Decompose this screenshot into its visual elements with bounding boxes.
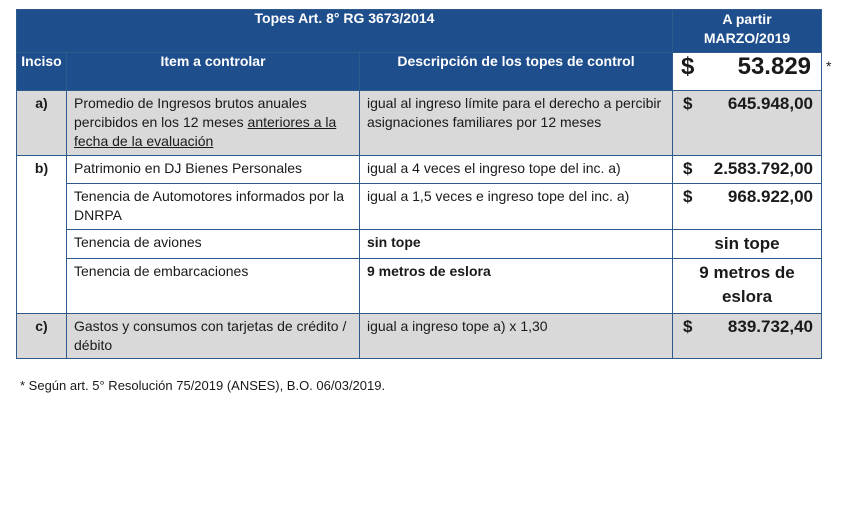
table-row-b-automotores	[17, 184, 822, 230]
base-amount-value: 53.829	[737, 53, 812, 80]
amount-b-patrimonio-value: 2.583.792,00	[713, 159, 814, 178]
desc-b-aviones: sin tope	[360, 230, 673, 259]
amount-c	[673, 314, 822, 359]
table-row-b-embarcaciones	[17, 259, 822, 314]
topes-table-container	[16, 9, 824, 359]
table-row-b-aviones	[17, 230, 822, 259]
amount-a-value: 645.948,00	[727, 94, 814, 113]
table-row-c	[17, 314, 822, 359]
topes-table	[16, 9, 822, 359]
table-row-b-patrimonio	[17, 156, 822, 184]
table-title-row	[17, 10, 822, 53]
item-b-patrimonio: Patrimonio en DJ Bienes Personales	[67, 156, 360, 184]
inciso-c: c)	[17, 314, 67, 359]
amount-b-patrimonio-currency: $	[683, 159, 693, 178]
item-c: Gastos y consumos con tarjetas de crédito / débito	[67, 314, 360, 359]
amount-a	[673, 91, 822, 156]
apartir-label: A partir	[722, 11, 772, 27]
inciso-b: b)	[17, 156, 67, 314]
amount-b-aviones: sin tope	[673, 230, 822, 259]
apartir-date: MARZO/2019	[703, 30, 791, 46]
item-a-text: Promedio de Ingresos brutos anuales percibidos en los 12 meses	[74, 95, 307, 130]
amount-b-embarcaciones: 9 metros de eslora	[673, 259, 822, 314]
amount-b-automotores	[673, 184, 822, 230]
footnote: * Según art. 5° Resolución 75/2019 (ANSES), B.O. 06/03/2019.	[20, 378, 386, 393]
amount-a-currency: $	[683, 94, 693, 113]
desc-c: igual a ingreso tope a) x 1,30	[360, 314, 673, 359]
apartir-header	[673, 10, 822, 53]
amount-c-value: 839.732,40	[727, 317, 814, 336]
item-a	[67, 91, 360, 156]
base-amount-asterisk: *	[826, 58, 832, 74]
column-header-inciso: Inciso	[17, 53, 67, 91]
amount-b-patrimonio	[673, 156, 822, 184]
amount-c-currency: $	[683, 317, 693, 336]
item-b-aviones: Tenencia de aviones	[67, 230, 360, 259]
desc-b-patrimonio: igual a 4 veces el ingreso tope del inc. a)	[360, 156, 673, 184]
table-title: Topes Art. 8° RG 3673/2014	[17, 10, 673, 53]
desc-b-embarcaciones: 9 metros de eslora	[360, 259, 673, 314]
table-row-a	[17, 91, 822, 156]
amount-b-automotores-currency: $	[683, 187, 693, 206]
item-a-underlined: anteriores a la fecha de la evaluación	[74, 114, 337, 149]
desc-a: igual al ingreso límite para el derecho a percibir asignaciones familiares por 12 meses	[360, 91, 673, 156]
base-amount-currency: $	[681, 53, 695, 80]
amount-b-automotores-value: 968.922,00	[727, 187, 814, 206]
column-header-row	[17, 53, 822, 91]
item-b-embarcaciones: Tenencia de embarcaciones	[67, 259, 360, 314]
column-header-item: Item a controlar	[67, 53, 360, 91]
item-b-automotores: Tenencia de Automotores informados por la DNRPA	[67, 184, 360, 230]
inciso-a: a)	[17, 91, 67, 156]
column-header-description: Descripción de los topes de control	[360, 53, 673, 91]
base-amount-cell	[673, 53, 822, 91]
desc-b-automotores: igual a 1,5 veces e ingreso tope del inc. a)	[360, 184, 673, 230]
